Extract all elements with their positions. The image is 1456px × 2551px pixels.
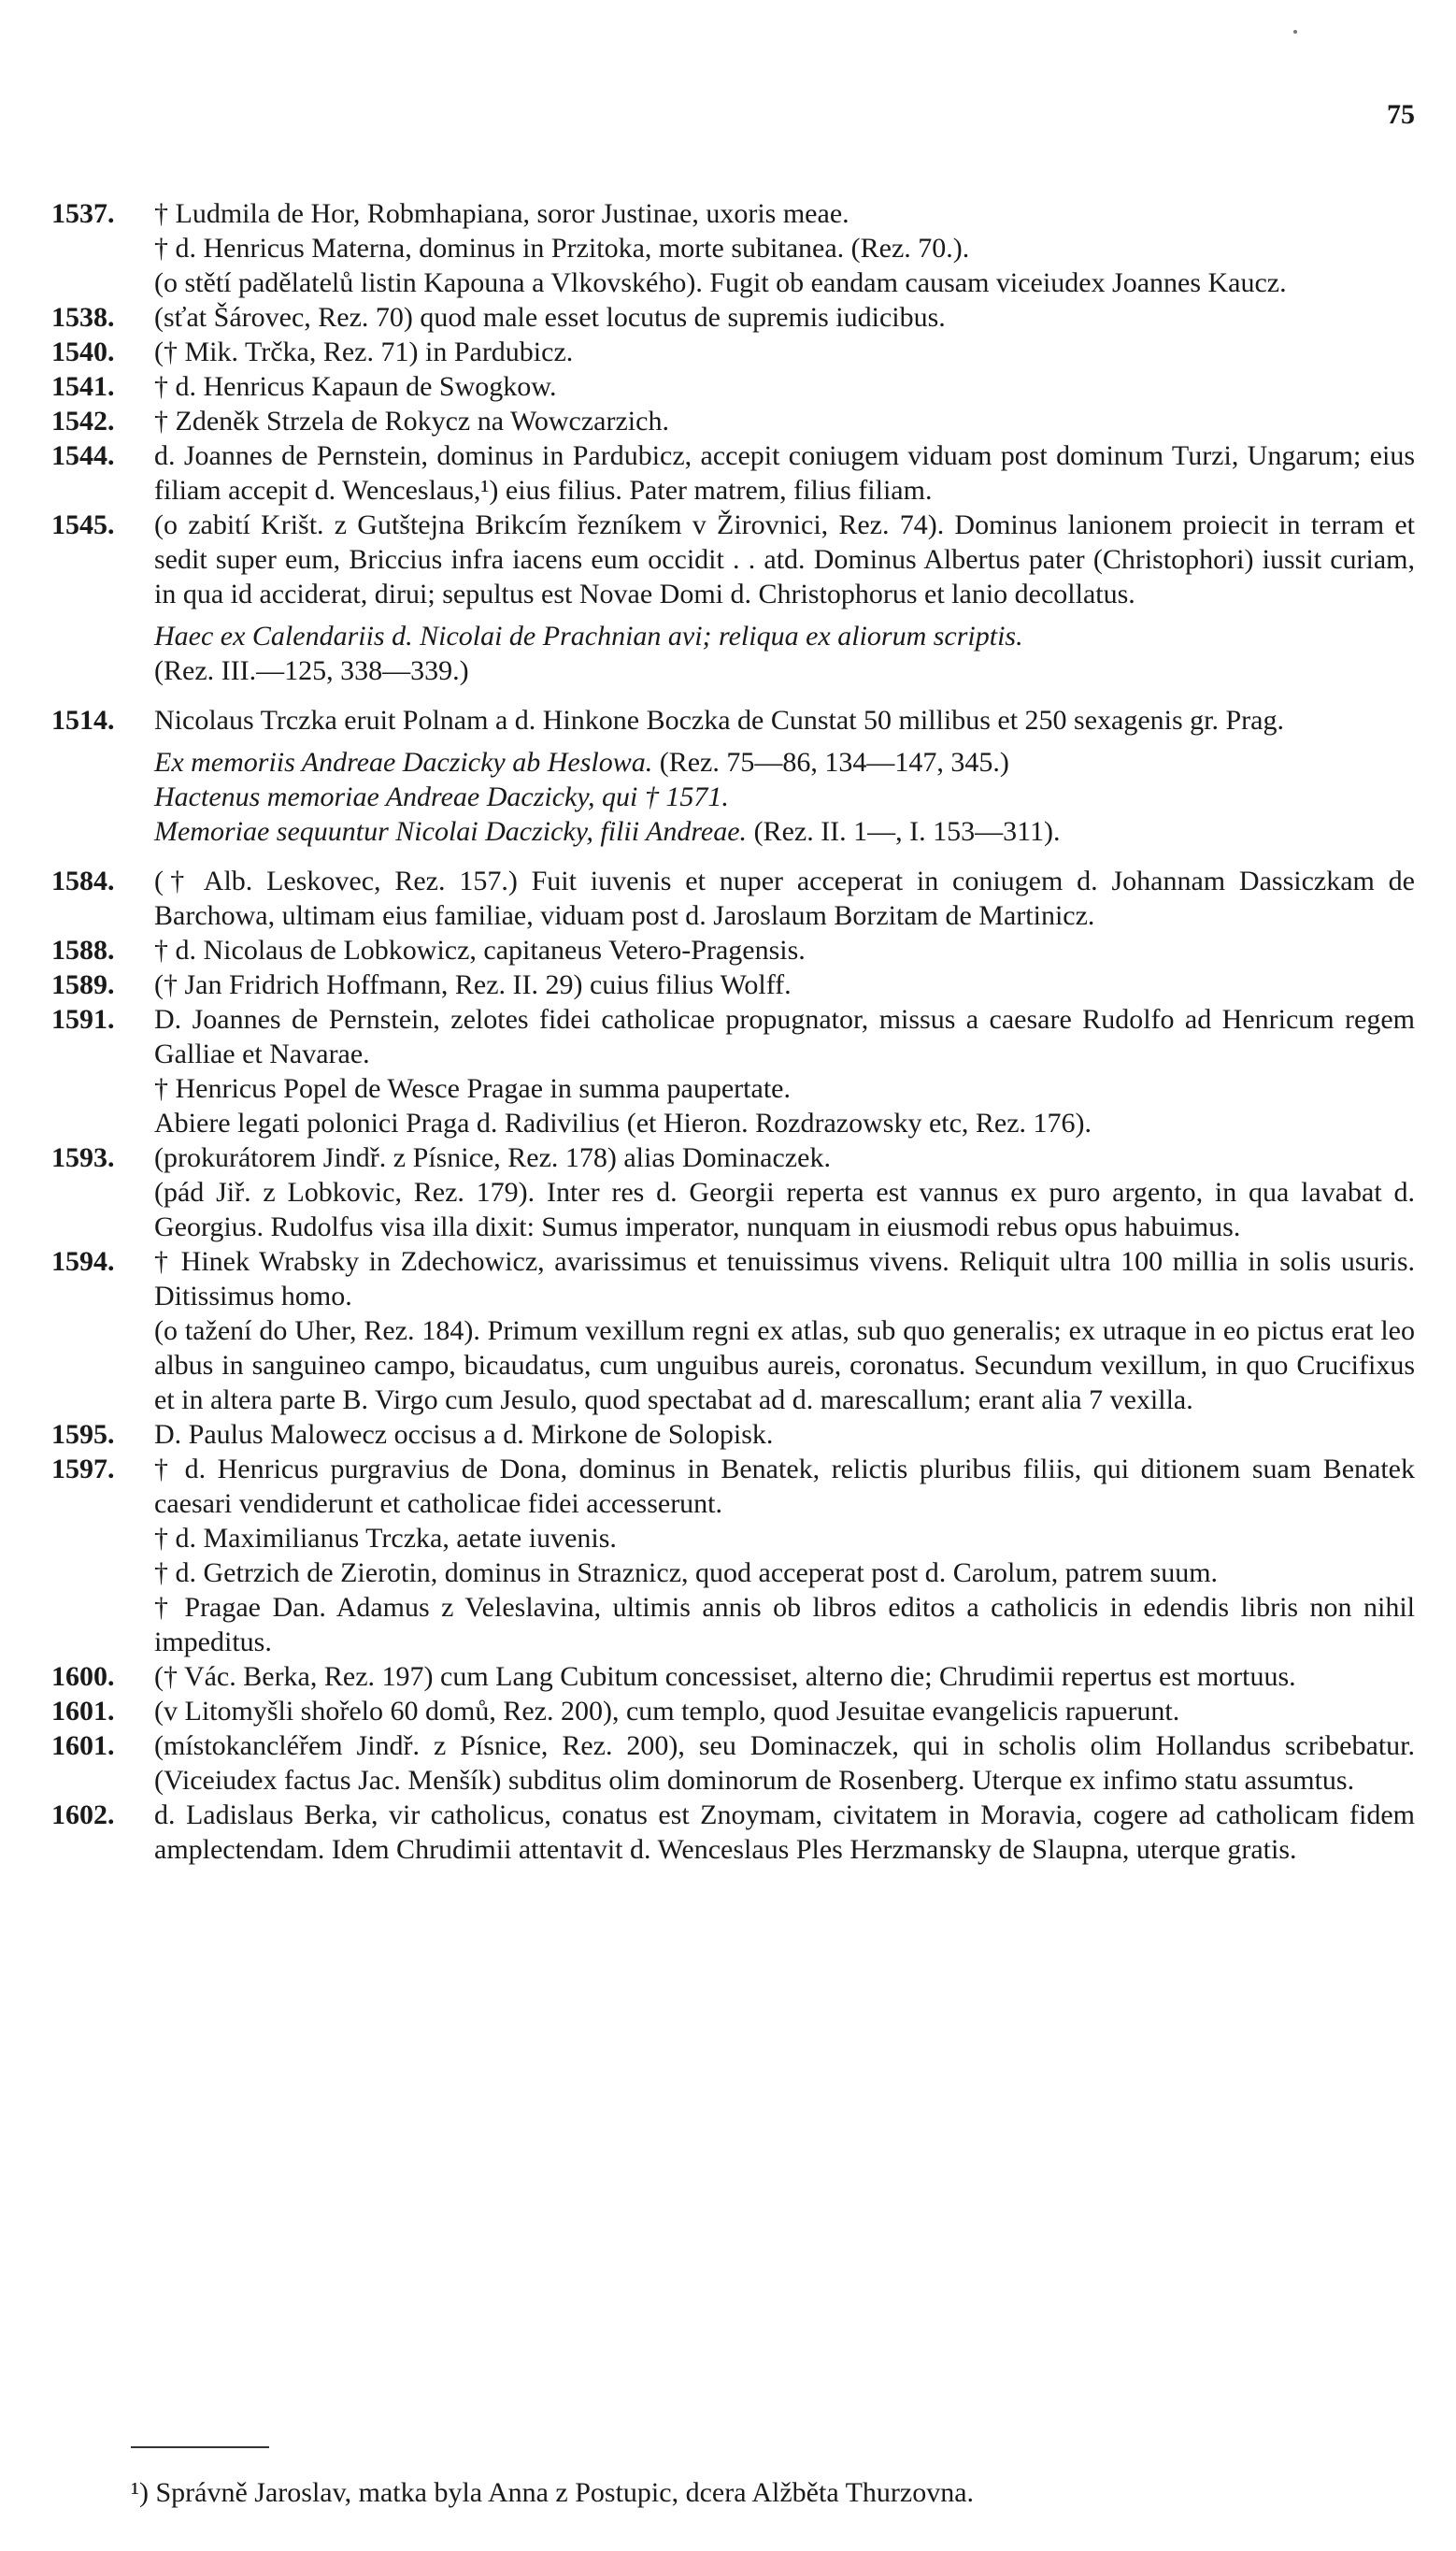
entry-line: † d. Henricus purgravius de Dona, dominus in Benatek, relictis pluribus filiis, qui ditionem suam Benatek caesari vendiderunt et catholicae fidei accesserunt. xyxy=(154,1454,1415,1519)
page-number: 75 xyxy=(1387,99,1415,130)
entry-1514 xyxy=(51,703,1415,738)
source-note-2-line1 xyxy=(154,745,1415,780)
entry-line: († Alb. Leskovec, Rez. 157.) Fuit iuvenis et nuper acceperat in coniugem d. Johannam Dassiczkam de Barchowa, ultimam eius familiae, viduam post d. Jaroslaum Borzitam de Martinicz. xyxy=(154,866,1415,931)
entry-year: 1540. xyxy=(51,337,115,367)
source-note-1 xyxy=(154,619,1415,688)
entry-line: (prokurátorem Jindř. z Písnice, Rez. 178) alias Dominaczek. xyxy=(154,1142,831,1173)
entry-line: Abiere legati polonici Praga d. Radivilius (et Hieron. Rozdrazowsky etc, Rez. 176). xyxy=(154,1108,1092,1139)
entry-line: † d. Henricus Kapaun de Swogkow. xyxy=(154,371,557,402)
chronicle-entry xyxy=(51,1694,1415,1728)
source-note-2 xyxy=(154,745,1415,849)
entry-year: 1544. xyxy=(51,440,115,471)
chronicle-entry xyxy=(51,508,1415,611)
chronicle-entry xyxy=(51,335,1415,369)
entry-line: d. Joannes de Pernstein, dominus in Pardubicz, accepit coniugem viduam post dominum Turzi, Ungarum; eius filiam accepit d. Wenceslaus,¹) eius filius. Pater matrem, filius filiam. xyxy=(154,440,1415,506)
source-note-2-line1-ref: (Rez. 75—86, 134—147, 345.) xyxy=(659,747,1009,778)
entry-line: † Pragae Dan. Adamus z Veleslavina, ultimis annis ob libros editos a catholicis in edendis libris non nihil impeditus. xyxy=(154,1592,1415,1657)
chronicle-entry xyxy=(51,438,1415,508)
chronicle-entry xyxy=(51,1417,1415,1452)
entry-line: (v Litomyšli shořelo 60 domů, Rez. 200), cum templo, quod Jesuitae evangelicis rapuerunt. xyxy=(154,1696,1180,1727)
source-note-2-line2-italic: Hactenus memoriae Andreae Daczicky, qui † 1571. xyxy=(154,781,729,812)
entry-line: (o stětí padělatelů listin Kapouna a Vlkovského). Fugit ob eandam causam viceiudex Joannes Kaucz. xyxy=(154,267,1287,298)
chronicle-entry xyxy=(51,1002,1415,1140)
entry-year: 1597. xyxy=(51,1454,115,1484)
entry-year: 1584. xyxy=(51,866,115,896)
source-note-2-line3 xyxy=(154,814,1415,849)
source-note-1-italic: Haec ex Calendariis d. Nicolai de Prachnian avi; reliqua ex aliorum scriptis. xyxy=(154,621,1023,652)
entry-line: († Mik. Trčka, Rez. 71) in Pardubicz. xyxy=(154,337,574,367)
entry-year: 1593. xyxy=(51,1142,115,1173)
entry-line: († Vác. Berka, Rez. 197) cum Lang Cubitum concessiset, alterno die; Chrudimii repertus est mortuus. xyxy=(154,1661,1296,1692)
page-body xyxy=(51,196,1415,1867)
entry-year: 1545. xyxy=(51,509,115,540)
source-note-2-line1-italic: Ex memoriis Andreae Daczicky ab Heslowa. xyxy=(154,747,653,778)
entry-line: † Zdeněk Strzela de Rokycz na Wowczarzich. xyxy=(154,406,669,437)
chronicle-entry xyxy=(51,196,1415,300)
entry-line: (o zabití Krišt. z Gutštejna Brikcím řezníkem v Žirovnici, Rez. 74). Dominus lanionem proiecit in terram et sedit super eum, Briccius infra iacens eum occidit . . atd. Dominus Albertus pater (Christophori) iussit curiam, in qua id acciderat, dirui; sepultus est Novae Domi d. Christophorus et lanio decollatus. xyxy=(154,509,1415,609)
entry-year: 1595. xyxy=(51,1419,115,1450)
entry-line: (místokancléřem Jindř. z Písnice, Rez. 200), seu Dominaczek, qui in scholis olim Hollandus scribebatur. (Viceiudex factus Jac. Menšík) subditus olim dominorum de Rosenberg. Uterque ex infimo statu assumtus. xyxy=(154,1730,1415,1796)
entry-year: 1514. xyxy=(51,705,115,736)
chronicle-entry xyxy=(51,1244,1415,1417)
entry-text: Nicolaus Trczka eruit Polnam a d. Hinkone Boczka de Cunstat 50 millibus et 250 sexagenis gr. Prag. xyxy=(154,705,1284,736)
entry-line: † Hinek Wrabsky in Zdechowicz, avarissimus et tenuissimus vivens. Reliquit ultra 100 millia in solis usuris. Ditissimus homo. xyxy=(154,1246,1415,1311)
scan-speck xyxy=(1293,30,1297,34)
entry-line: † d. Nicolaus de Lobkowicz, capitaneus Vetero-Pragensis. xyxy=(154,935,806,966)
entry-year: 1591. xyxy=(51,1004,115,1035)
chronicle-entry xyxy=(51,864,1415,933)
chronicle-entry xyxy=(51,1798,1415,1867)
entry-year: 1594. xyxy=(51,1246,115,1277)
entry-line: † d. Henricus Materna, dominus in Przitoka, morte subitanea. (Rez. 70.). xyxy=(154,233,970,264)
source-note-2-line3-ref: (Rez. II. 1—, I. 153—311). xyxy=(753,816,1061,847)
entry-year: 1537. xyxy=(51,198,115,229)
entry-year: 1589. xyxy=(51,969,115,1000)
chronicle-entry xyxy=(51,1659,1415,1694)
chronicle-entry xyxy=(51,1728,1415,1798)
chronicle-entry xyxy=(51,404,1415,438)
entries-group-2 xyxy=(51,864,1415,1867)
entry-line: † Henricus Popel de Wesce Pragae in summa paupertate. xyxy=(154,1073,791,1104)
entry-year: 1588. xyxy=(51,935,115,966)
source-note-2-line3-italic: Memoriae sequuntur Nicolai Daczicky, filii Andreae. xyxy=(154,816,748,847)
source-note-2-line2 xyxy=(154,780,1415,814)
entry-line: († Jan Fridrich Hoffmann, Rez. II. 29) cuius filius Wolff. xyxy=(154,969,792,1000)
entry-year: 1601. xyxy=(51,1696,115,1727)
chronicle-entry xyxy=(51,1452,1415,1659)
entry-line: † Ludmila de Hor, Robmhapiana, soror Justinae, uxoris meae. xyxy=(154,198,849,229)
footnote: ¹) Správně Jaroslav, matka byla Anna z Postupic, dcera Alžběta Thurzovna. xyxy=(131,2477,975,2508)
chronicle-entry xyxy=(51,967,1415,1002)
entry-year: 1600. xyxy=(51,1661,115,1692)
chronicle-entry xyxy=(51,1140,1415,1244)
entry-line: d. Ladislaus Berka, vir catholicus, conatus est Znoymam, civitatem in Moravia, cogere ad catholicam fidem amplectendam. Idem Chrudimii attentavit d. Wenceslaus Ples Herzmansky de Slaupna, uterque gratis. xyxy=(154,1799,1415,1865)
entry-year: 1602. xyxy=(51,1799,115,1830)
entry-line: (pád Jiř. z Lobkovic, Rez. 179). Inter res d. Georgii reperta est vannus ex puro argento, in qua lavabat d. Georgius. Rudolfus visa illa dixit: Sumus imperator, nunquam in eiusmodi rebus opus habuimus. xyxy=(154,1177,1415,1242)
entry-line: † d. Maximilianus Trczka, aetate iuvenis. xyxy=(154,1523,617,1554)
entry-line: D. Paulus Malowecz occisus a d. Mirkone de Solopisk. xyxy=(154,1419,774,1450)
entry-year: 1601. xyxy=(51,1730,115,1761)
source-note-1-text xyxy=(154,619,1415,653)
entry-line: D. Joannes de Pernstein, zelotes fidei catholicae propugnator, missus a caesare Rudolfo ad Henricum regem Galliae et Navarae. xyxy=(154,1004,1415,1069)
entry-year: 1542. xyxy=(51,406,115,437)
chronicle-entry xyxy=(51,933,1415,967)
entry-line: (sťat Šárovec, Rez. 70) quod male esset locutus de supremis iudicibus. xyxy=(154,302,946,333)
source-note-1-ref: (Rez. III.—125, 338—339.) xyxy=(154,655,469,686)
entry-year: 1541. xyxy=(51,371,115,402)
entries-group-1 xyxy=(51,196,1415,611)
entry-line: † d. Getrzich de Zierotin, dominus in Straznicz, quod acceperat post d. Carolum, patrem suum. xyxy=(154,1557,1219,1588)
chronicle-entry xyxy=(51,300,1415,335)
entry-line: (o tažení do Uher, Rez. 184). Primum vexillum regni ex atlas, sub quo generalis; ex utraque in eo pictus erat leo albus in sanguineo campo, bicaudatus, cum unguibus aureis, coronatus. Secundum vexillum, in quo Crucifixus et in altera parte B. Virgo cum Jesulo, quod spectabat ad d. marescallum; erant alia 7 vexilla. xyxy=(154,1315,1415,1415)
entry-year: 1538. xyxy=(51,302,115,333)
chronicle-entry xyxy=(51,369,1415,404)
footnote-divider xyxy=(131,2446,269,2448)
